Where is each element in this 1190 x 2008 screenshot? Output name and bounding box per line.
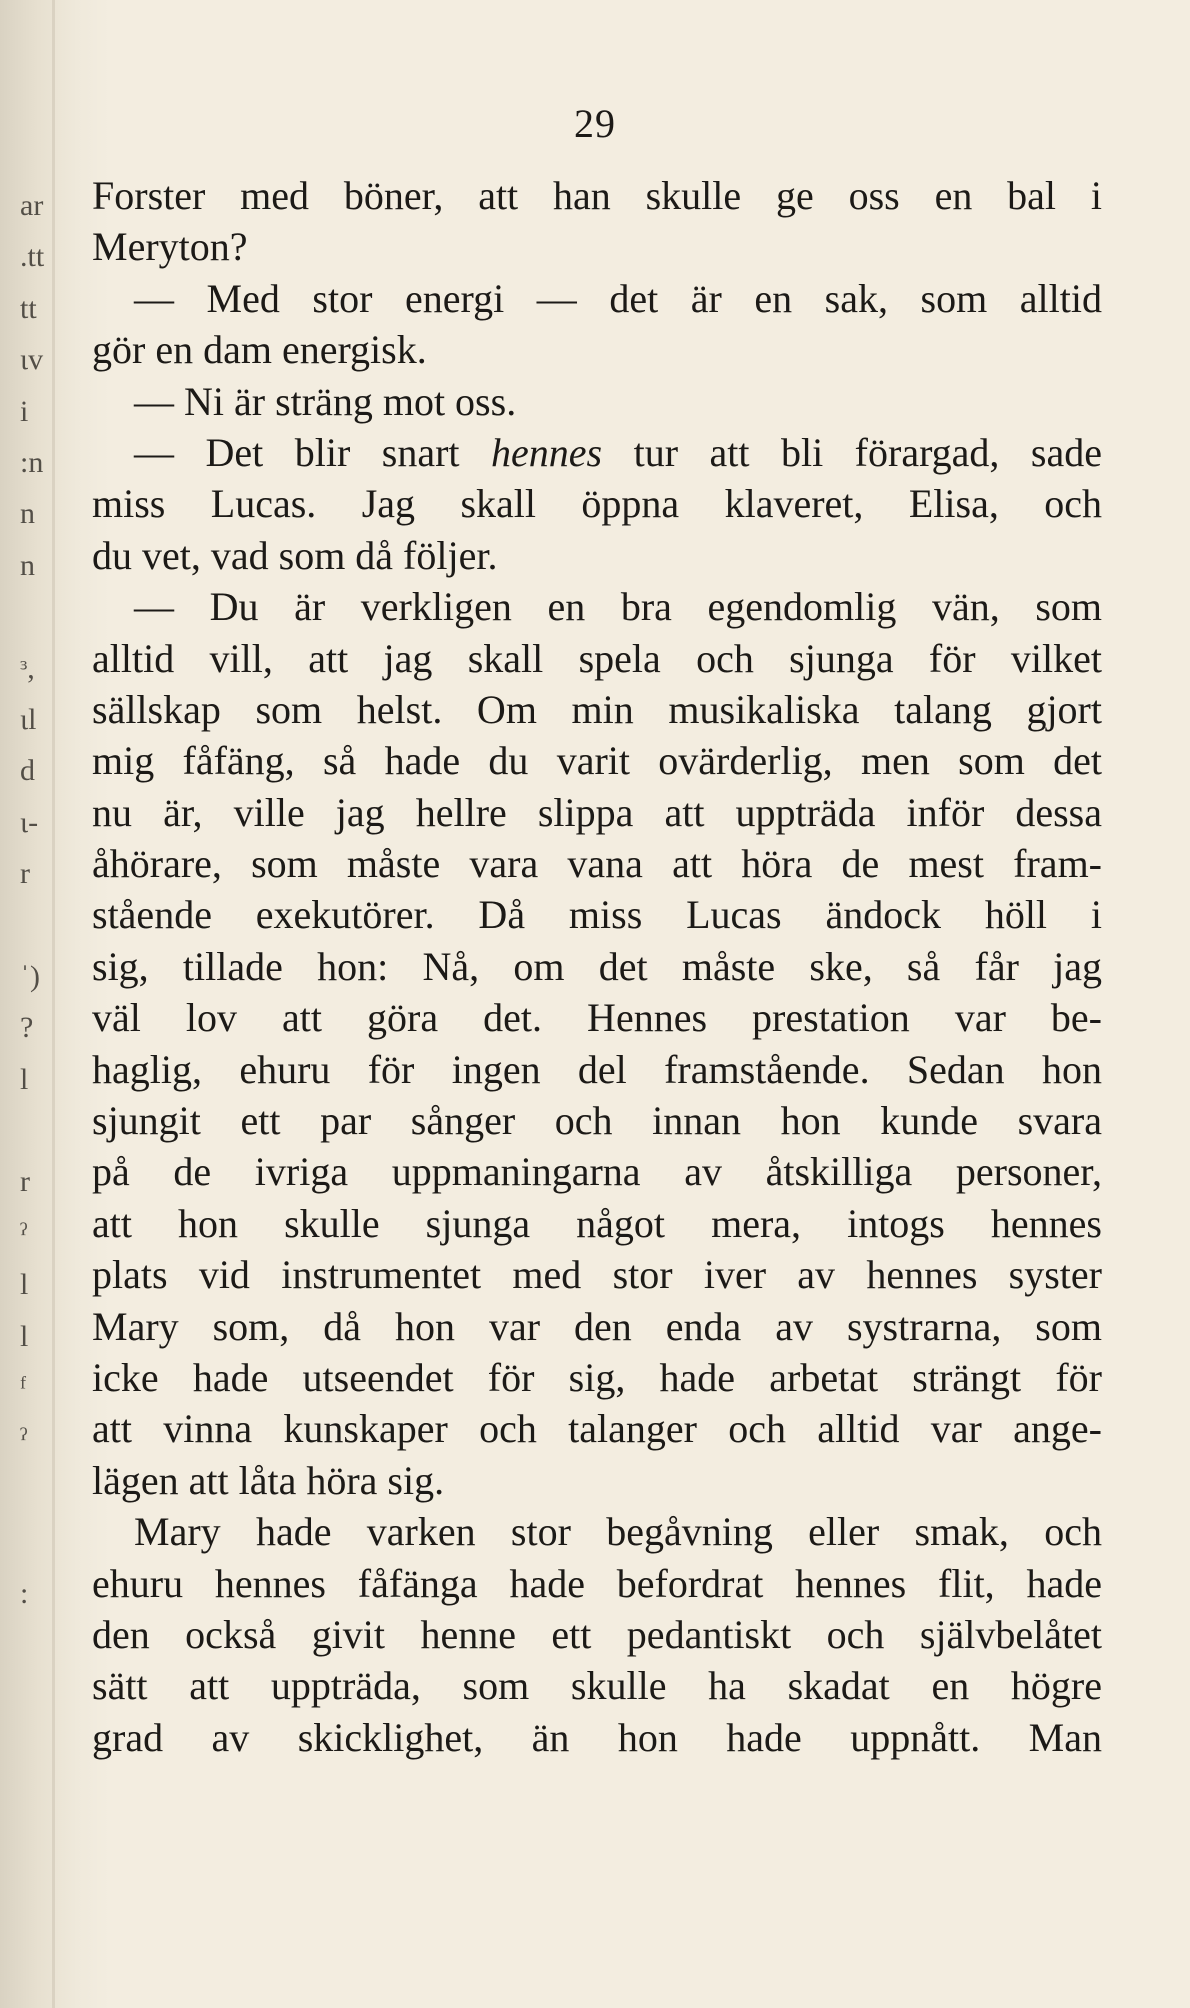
- text-line: miss Lucas. Jag skall öppna klaveret, Elisa, och: [92, 481, 1102, 527]
- bleed-fragment: ᶟ,: [20, 651, 35, 685]
- bleed-fragment: tt: [20, 291, 37, 325]
- bleed-fragment: n: [20, 548, 35, 582]
- bleed-fragment: n: [20, 497, 35, 531]
- facing-page-bleed: [20, 180, 60, 1610]
- text-line: alltid vill, att jag skall spela och sjunga för vilket: [92, 635, 1102, 681]
- bleed-fragment: [20, 1105, 60, 1156]
- bleed-fragment: [20, 591, 60, 642]
- body-text: [92, 170, 1102, 1763]
- text-line: sjungit ett par sånger och innan hon kunde svara: [92, 1098, 1102, 1144]
- bleed-fragment: ˀ: [20, 1216, 28, 1250]
- text-line: sig, tillade hon: Nå, om det måste ske, så får jag: [92, 943, 1102, 989]
- bleed-fragment: :: [20, 1576, 29, 1610]
- text-line: på de ivriga uppmaningarna av åtskilliga personer,: [92, 1149, 1102, 1195]
- text-line: sällskap som helst. Om min musikaliska talang gjort: [92, 686, 1102, 732]
- text-line: icke hade utseendet för sig, hade arbetat strängt för: [92, 1354, 1102, 1400]
- text-line: gör en dam energisk.: [92, 327, 427, 373]
- text-line: lägen att låta höra sig.: [92, 1457, 445, 1503]
- page-number: 29: [574, 101, 616, 146]
- bleed-fragment: i: [20, 394, 29, 428]
- text-line: Meryton?: [92, 224, 248, 270]
- bleed-fragment: ιl: [20, 702, 37, 736]
- text-line: sätt att uppträda, som skulle ha skadat en högre: [92, 1663, 1102, 1709]
- bleed-fragment: ?: [20, 1011, 34, 1045]
- text-line: — Med stor energi — det är en sak, som alltid: [134, 275, 1102, 321]
- text-line: väl lov att göra det. Hennes prestation var be-: [92, 995, 1102, 1041]
- bleed-fragment: ˀ: [20, 1422, 28, 1456]
- bleed-fragment: ar: [20, 189, 44, 222]
- text-line: mig fåfäng, så hade du varit ovärderlig, men som det: [92, 738, 1102, 784]
- bleed-fragment: ιv: [20, 343, 44, 377]
- bleed-fragment: r: [20, 1165, 30, 1199]
- text-line: åhörare, som måste vara vana att höra de mest fram-: [92, 841, 1102, 887]
- text-line: Forster med böner, att han skulle ge oss en bal i: [92, 173, 1102, 218]
- bleed-fragment: [20, 1465, 60, 1516]
- text-line: att hon skulle sjunga något mera, intogs hennes: [92, 1200, 1102, 1246]
- text-line: — Du är verkligen en bra egendomlig vän, som: [134, 584, 1102, 630]
- text-line: [92, 427, 1102, 478]
- text-line: — Ni är sträng mot oss.: [134, 378, 517, 424]
- bleed-fragment: .tt: [20, 240, 45, 274]
- text-line: att vinna kunskaper och talanger och alltid var ange-: [92, 1406, 1102, 1452]
- bleed-fragment: r: [20, 857, 30, 891]
- text-line: haglig, ehuru för ingen del framstående. Sedan hon: [92, 1046, 1102, 1092]
- text-line: nu är, ville jag hellre slippa att uppträda inför dessa: [92, 789, 1102, 835]
- text-line: Mary som, då hon var den enda av systrarna, som: [92, 1303, 1102, 1349]
- bleed-fragment: ˈ): [20, 959, 40, 993]
- text-segment: tur att bli förargad, sade: [602, 429, 1102, 475]
- bleed-fragment: d: [20, 754, 35, 788]
- text-line: Mary hade varken stor begåvning eller smak, och: [134, 1509, 1102, 1555]
- emphasis: hennes: [491, 429, 603, 475]
- bleed-fragment: [20, 1516, 60, 1567]
- bleed-fragment: :n: [20, 445, 44, 479]
- text-segment: — Det blir snart: [134, 429, 492, 475]
- text-line: grad av skicklighet, än hon hade uppnått. Man: [92, 1714, 1102, 1760]
- text-line: ehuru hennes fåfänga hade befordrat hennes flit, hade: [92, 1560, 1102, 1606]
- bleed-fragment: l: [20, 1062, 29, 1096]
- text-line: du vet, vad som då följer.: [92, 532, 498, 578]
- text-line: den också givit henne ett pedantiskt och självbelåtet: [92, 1611, 1102, 1657]
- text-line: plats vid instrumentet med stor iver av hennes syster: [92, 1252, 1102, 1298]
- bleed-fragment: l: [20, 1319, 29, 1353]
- bleed-fragment: ι-: [20, 805, 39, 839]
- bleed-fragment: ᶠ: [20, 1370, 27, 1404]
- bleed-fragment: l: [20, 1268, 29, 1302]
- bleed-fragment: [20, 899, 60, 950]
- text-line: stående exekutörer. Då miss Lucas ändock höll i: [92, 892, 1102, 938]
